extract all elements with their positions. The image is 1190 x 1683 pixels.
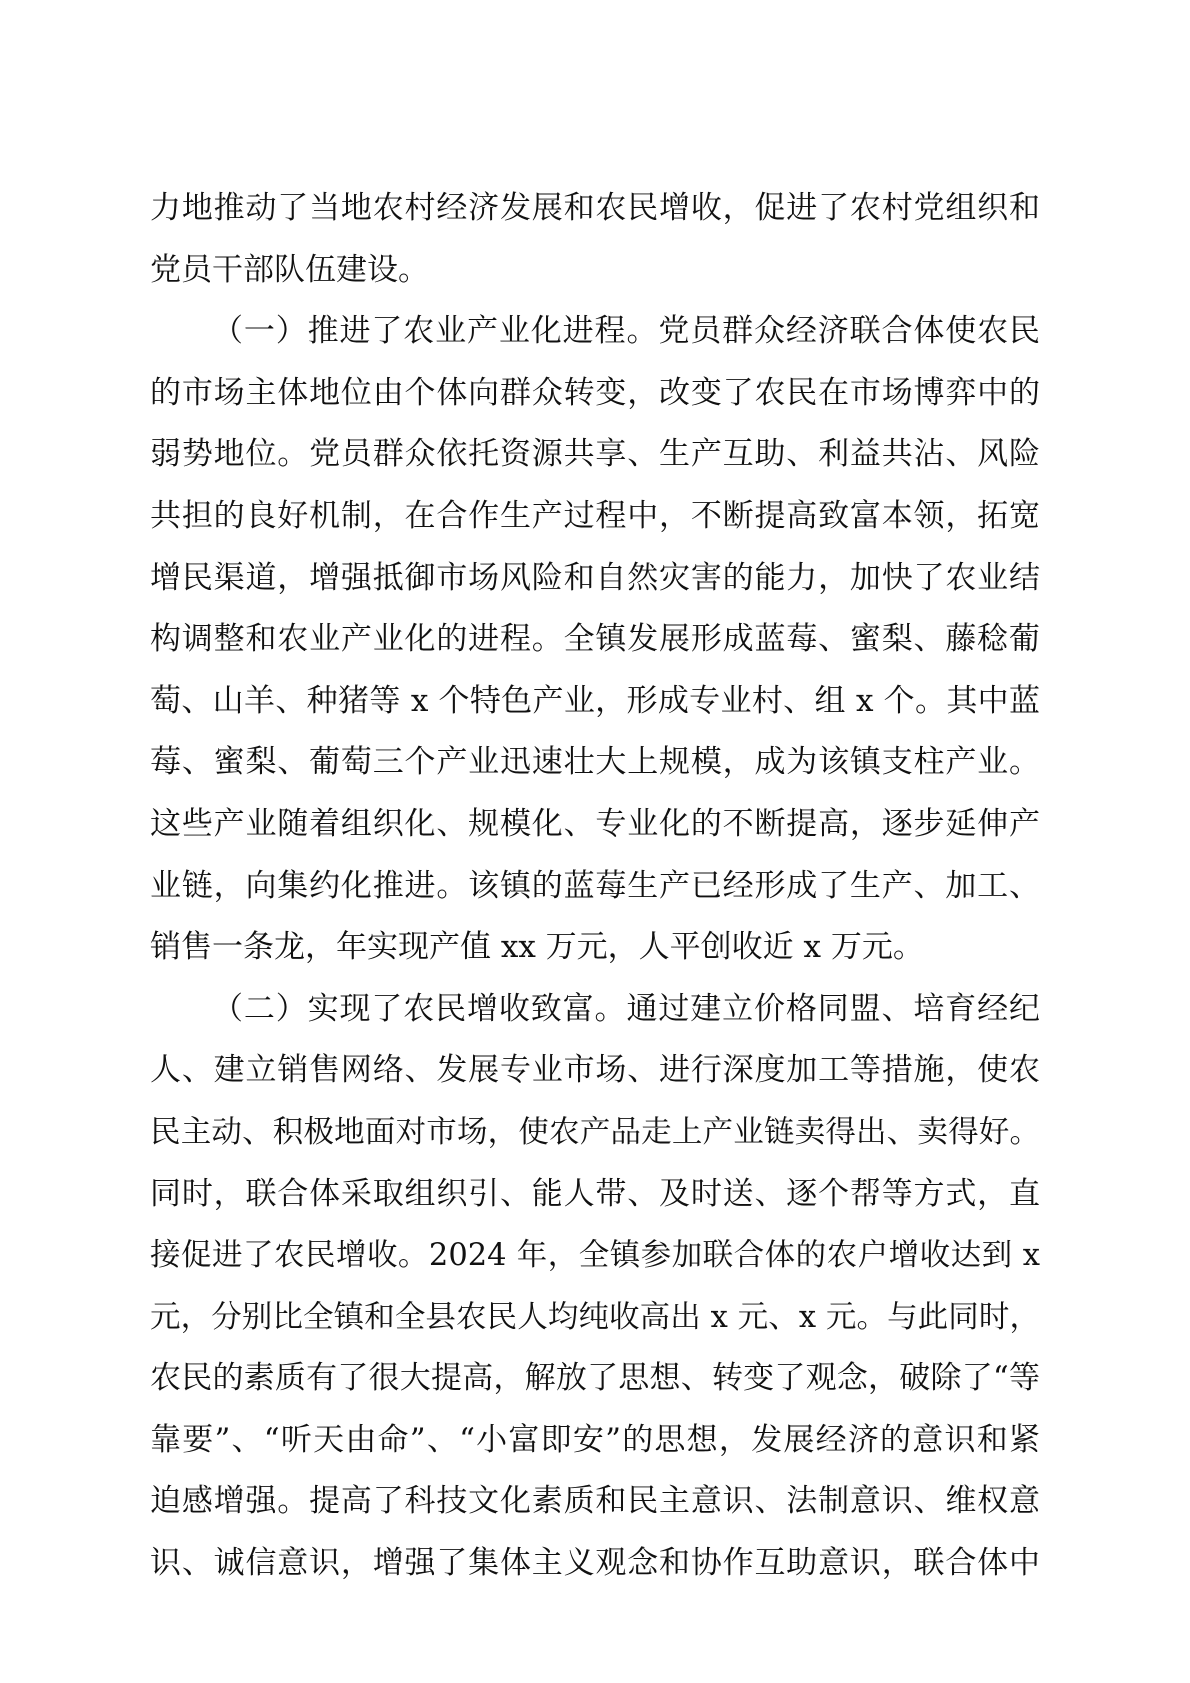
text-line: 元，分别比全镇和全县农民人均纯收高出 x 元、x 元。与此同时，: [150, 1299, 1040, 1335]
text-line: （一）推进了农业产业化进程。党员群众经济联合体使农民: [212, 313, 1040, 350]
body-text: [150, 178, 1040, 1595]
text-line: 销售一条龙，年实现产值 xx 万元，人平创收近 x 万元。: [150, 929, 924, 966]
text-line: 识、诚信意识，增强了集体主义观念和协作互助意识，联合体中: [150, 1545, 1040, 1582]
text-line: 力地推动了当地农村经济发展和农民增收，促进了农村党组织和: [150, 190, 1040, 226]
text-line: 弱势地位。党员群众依托资源共享、生产互助、利益共沾、风险: [150, 436, 1040, 473]
text-line: 业链，向集约化推进。该镇的蓝莓生产已经形成了生产、加工、: [150, 867, 1040, 904]
text-line: 靠要”、“听天由命”、“小富即安”的思想，发展经济的意识和紧: [150, 1421, 1040, 1458]
text-line: 这些产业随着组织化、规模化、专业化的不断提高，逐步延伸产: [150, 805, 1040, 842]
text-line: 增民渠道，增强抵御市场风险和自然灾害的能力，加快了农业结: [150, 559, 1040, 596]
text-line: 民主动、积极地面对市场，使农产品走上产业链卖得出、卖得好。: [150, 1114, 1040, 1150]
text-line: （二）实现了农民增收致富。通过建立价格同盟、培育经纪: [212, 990, 1040, 1027]
text-line: 农民的素质有了很大提高，解放了思想、转变了观念，破除了“等: [150, 1360, 1040, 1397]
text-line: 人、建立销售网络、发展专业市场、进行深度加工等措施，使农: [150, 1052, 1040, 1089]
text-line: 的市场主体地位由个体向群众转变，改变了农民在市场博弈中的: [150, 374, 1040, 411]
text-line: 接促进了农民增收。2024 年，全镇参加联合体的农户增收达到 x: [150, 1238, 1040, 1274]
text-line: 党员干部队伍建设。: [150, 251, 429, 288]
text-line: 同时，联合体采取组织引、能人带、及时送、逐个帮等方式，直: [150, 1175, 1040, 1212]
text-line: 共担的良好机制，在合作生产过程中，不断提高致富本领，拓宽: [150, 497, 1040, 534]
text-line: 构调整和农业产业化的进程。全镇发展形成蓝莓、蜜梨、藤稔葡: [150, 621, 1040, 658]
text-line: 迫感增强。提高了科技文化素质和民主意识、法制意识、维权意: [150, 1483, 1040, 1520]
text-line: 萄、山羊、种猪等 x 个特色产业，形成专业村、组 x 个。其中蓝: [150, 682, 1040, 719]
text-line: 莓、蜜梨、葡萄三个产业迅速壮大上规模，成为该镇支柱产业。: [150, 744, 1040, 781]
